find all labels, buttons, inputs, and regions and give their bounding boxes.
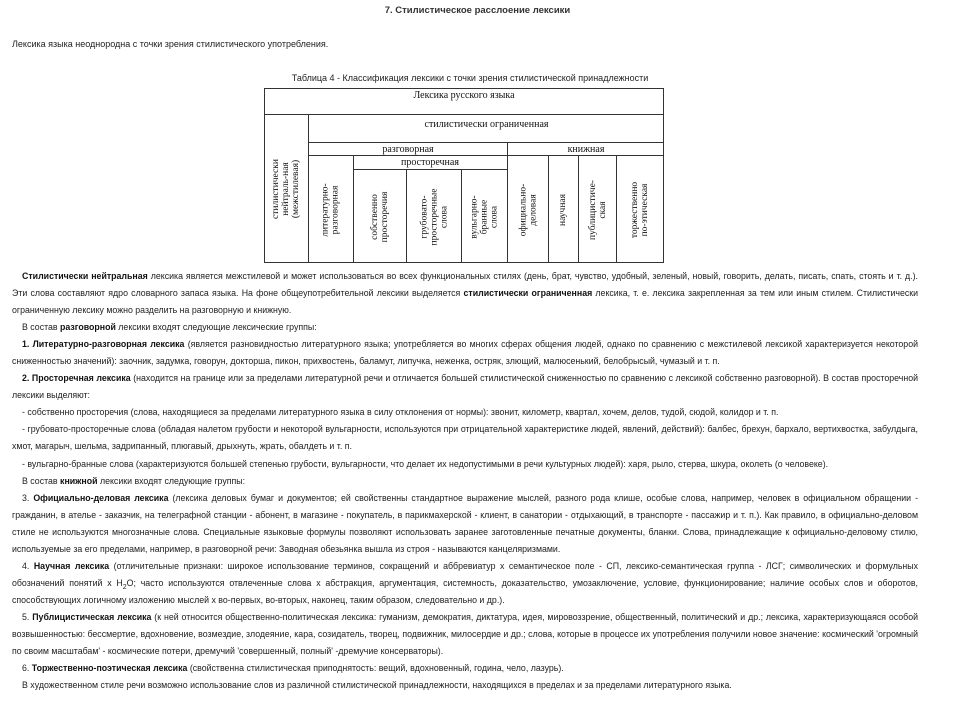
paragraph: - вульгарно-бранные слова (характеризуются большей степенью грубости, вульгарности, что делает их недопустимыми в речи культурных людей): харя, рыло, стерва, шкура, околеть (о человеке). [22, 458, 829, 469]
colloquial-label: разговорная [382, 144, 434, 155]
intro-text: Лексика языка неоднородна с точки зрения стилистического употребления. [12, 39, 329, 49]
col-label: грубовато-просторечные слова [419, 187, 449, 245]
page-title: 7. Стилистическое расслоение лексики [384, 5, 571, 16]
table-cell [508, 156, 548, 263]
table-line [264, 114, 664, 115]
paragraph: В художественном стиле речи возможно использование слов из различной стилистической принадлежности, находящихся в пределах и за пределами литературного языка. [22, 680, 732, 691]
table-root-label: Лексика русского языка [413, 90, 515, 101]
paragraph: 2. Просторечная лексика (находится на границе или за пределами литературной речи и отличается большей стилистической сниженностью по сравнению с лексикой собственно разговорной). В состав просторечной лексики выделяют: [12, 373, 918, 401]
col-label: торжественно по-этическая [630, 181, 651, 238]
paragraph: 4. Научная лексика (отличительные признаки: широкое использование терминов, сокращений и аббревиатур х семантическое поле - СП, лексико-семантическая группа - ЛСГ; символических и формульных обозначений понятий х $H_2O$; часто используются отвлеченные слова х абстракция, аргументация, системность, доказательство, умозаключение, условие, функционирование; наличие особых слов и оборотов, способствующих логичному изложению мыслей х во-первых, во-вторых, наконец, таким образом, следовательно и др.). [12, 560, 918, 605]
col-label: собственно просторечия [370, 191, 390, 242]
col-label: научная [558, 193, 569, 226]
classification-table [264, 88, 664, 263]
table-cell [354, 170, 406, 263]
table-cell [462, 170, 507, 263]
table-cell [617, 156, 664, 263]
article-body [12, 268, 918, 694]
vernacular-label: просторечная [401, 157, 459, 168]
paragraph: 1. Литературно-разговорная лексика (является разновидностью литературного языка; употребляется во многих сферах общения людей, однако по сравнению с межстилевой лексикой характеризуется некоторой сниженностью значений): заочник, задумка, говорун, докторша, пикон, прихвостень, баламут, липучка, неженка, остряк, злющий, малюсенький, белобрысый, чумазый и т. п. [12, 339, 919, 367]
table-caption: Таблица 4 - Классификация лексики с точки зрения стилистической принадлежности [291, 73, 649, 83]
limited-label: стилистически ограниченная [424, 119, 549, 130]
table-cell-neutral [264, 115, 308, 263]
paragraph: В состав разговорной лексики входят следующие лексические группы: [22, 322, 317, 333]
col-label: вульгарно-бранные слова [469, 194, 500, 239]
table-line [308, 142, 664, 143]
neutral-label: стилистически нейтраль-ная (межстилевая) [271, 159, 302, 219]
paragraph: Стилистически нейтральная лексика является межстилевой и может использоваться во всех функциональных стилях (день, брат, чувство, удобный, зеленый, новый, говорить, делать, писать, спать, стоять и т. д.). Эти слова составляют ядро словарного запаса языка. На фоне общеупотребительной лексики выделяется стилистически ограниченная лексика, т. е. лексика закрепленная за тем или иным стилем. Стилистически ограниченную лексику можно разделить на разговорную и книжную. [12, 271, 918, 316]
paragraph: В состав книжной лексики входят следующие группы: [22, 475, 246, 486]
col-label: публицистиче-ская [587, 179, 608, 240]
col-label: официально-деловая [518, 183, 538, 236]
paragraph: - собственно просторечия (слова, находящиеся за пределами литературного языка в силу отклонения от нормы): звонит, километр, квартал, хочем, делов, тудой, сюдой, колидор и т. п. [22, 407, 779, 418]
table-cell [579, 156, 616, 263]
paragraph: 5. Публицистическая лексика (к ней относится общественно-политическая лексика: гуманизм, демократия, диктатура, идея, мировоззрение, общественный, политический и др.; лексика, характеризующаяся особой возвышенностью: бессмертие, вдохновение, возмездие, злодеяние, кара, созидатель, творец, подвижник, милосердие и др.; слова, которые в процессе их употребления получили новое значение: космический 'огромный по своим масштабам' - космические потери, дремучий 'совершенный, полный' -дремучие консерваторы). [12, 611, 919, 657]
paragraph: 6. Торжественно-поэтическая лексика (свойственна стилистическая приподнятость: вещий, вдохновенный, година, чело, лазурь). [22, 663, 564, 674]
table-cell [407, 170, 461, 263]
table-cell [309, 156, 353, 263]
table-cell [549, 156, 578, 263]
col-label: литературно-разговорная [321, 182, 341, 237]
paragraph: 3. Официально-деловая лексика (лексика деловых бумаг и документов; ей свойственны стандартное выражение мыслей, разного рода клише, особые слова, например, человек в официальном обращении - гражданин, в ателье - заказчик, на телеграфной станции - абонент, в магазине - покупатель, в парикмахерской - клиент, в санатории - отдыхающий, в транспорте - пассажир и т. п.). Как правило, в официально-деловом стиле не используются многозначные слова. Специальные языковые формулы позволяют использовать заранее заготовленные печатные документы, бланки. Слова, принадлежащие к официально-деловому стилю, используемые за его пределами, например, в разговорной речи: Заводная обезьянка вышла из строя - называются канцеляризмами. [12, 492, 919, 554]
paragraph: - грубовато-просторечные слова (обладая налетом грубости и некоторой вульгарности, используются при отрицательной характеристике людей, явлений, действий): балбес, брехун, бархало, вертихвостка, забулдыга, хмот, магарыч, шельма, задрипанный, плюгавый, дрыхнуть, жрать, обалдеть и т. п. [12, 424, 918, 452]
bookish-label: книжная [567, 144, 605, 155]
